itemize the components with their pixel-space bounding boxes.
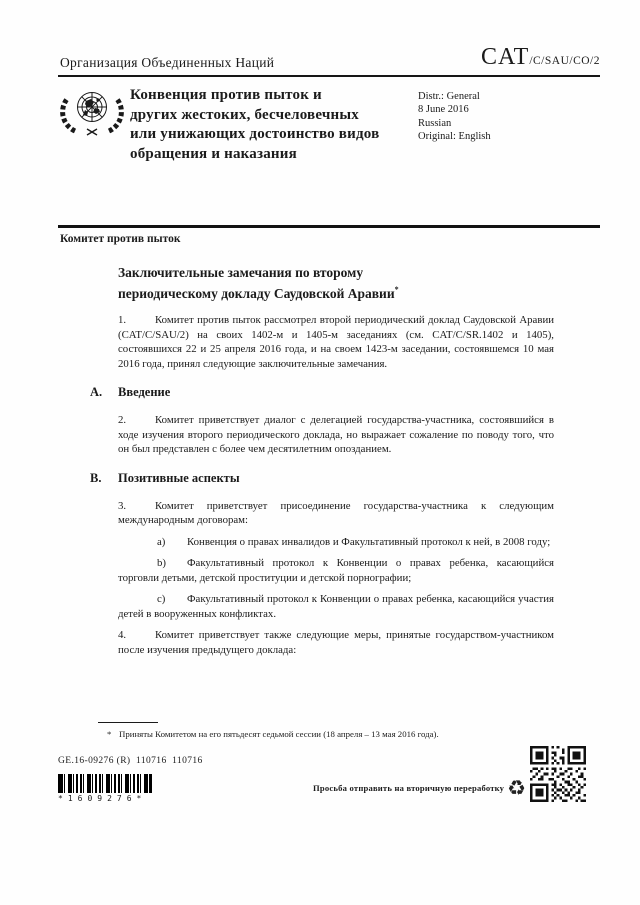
- subparagraph-b: b) Факультативный протокол к Конвенции о правах ребенка, касающийся торговли детьми, детской проституции и детской порнографии;: [118, 557, 554, 584]
- section-letter: B.: [90, 470, 102, 485]
- barcode-icon: [58, 774, 152, 793]
- ge-number: GE.16-09276 (R) 110716 110716: [58, 756, 203, 766]
- document-title-line1: Заключительные замечания по второму: [118, 265, 364, 280]
- paragraph-1: 1. Комитет против пыток рассмотрел второй периодический доклад Саудовской Аравии (CAT/C/SAU/2) на своих 1402-м и 1405-м заседаниях (см. CAT/C/SR.1402 и 1405), состоявшихся 22 и 25 апреля 2016 года, и на своем 1423-м заседании, состоявшемся 10 мая 2016 года, принял следующие заключительные замечания.: [118, 314, 554, 370]
- distr-type: Distr.: General: [418, 91, 480, 102]
- document-title-line2: периодическому докладу Саудовской Аравии*: [118, 285, 399, 301]
- un-emblem-icon: [59, 85, 125, 146]
- subparagraph-letter: a): [157, 535, 166, 548]
- section-title: Позитивные аспекты: [118, 470, 240, 485]
- distr-language: Russian: [418, 117, 452, 129]
- paragraph-number: 1.: [118, 314, 127, 326]
- footnote-marker: *: [107, 729, 112, 739]
- paragraph-number: 2.: [118, 414, 127, 426]
- section-letter: A.: [90, 385, 103, 399]
- barcode-text: *1609276*: [58, 794, 147, 803]
- masthead-rule: [58, 225, 600, 228]
- paragraph-2: 2. Комитет приветствует диалог с делегацией государства-участника, состоявшийся в ходе изучения второго периодического доклада, но выражает сожаление по поводу того, что он был представлен с более чем десятилетним опозданием.: [118, 414, 554, 455]
- recycle-icon: ♻: [507, 775, 526, 800]
- paragraph-number: 3.: [118, 499, 127, 512]
- distr-original: Original: English: [418, 131, 491, 143]
- subparagraph-a: a) Конвенция о правах инвалидов и Факультативный протокол к ней, в 2008 году;: [157, 535, 551, 548]
- section-heading-b: [90, 471, 554, 486]
- org-name: Организация Объединенных Наций: [60, 55, 275, 70]
- header-rule: [58, 75, 600, 77]
- section-title: Введение: [118, 385, 171, 399]
- distribution-block: [418, 90, 491, 144]
- subparagraph-c: c) Факультативный протокол к Конвенции о правах ребенка, касающийся участия детей в вооруженных конфликтах.: [118, 593, 554, 620]
- distr-date: 8 June 2016: [418, 104, 469, 116]
- convention-title-line: обращения и наказания: [130, 145, 297, 162]
- convention-title: [130, 86, 379, 164]
- document-symbol: [481, 44, 600, 71]
- convention-title-line: других жестоких, бесчеловечных: [130, 106, 359, 123]
- committee-name: Комитет против пыток: [60, 233, 181, 245]
- paragraph-4: 4. Комитет приветствует также следующие меры, принятые государством-участником после изучения предыдущего доклада:: [118, 629, 554, 656]
- recycle-notice: [260, 773, 526, 803]
- document-symbol-main: CAT: [480, 44, 530, 70]
- section-heading-a: [90, 385, 554, 400]
- document-title: [118, 264, 399, 302]
- subparagraph-letter: b): [157, 557, 166, 569]
- recycle-text: Просьба отправить на вторичную переработку: [313, 783, 505, 793]
- footnote-rule: [98, 722, 158, 723]
- subparagraph-letter: c): [157, 593, 166, 605]
- paragraph-number: 4.: [118, 629, 127, 641]
- convention-title-line: Конвенция против пыток и: [130, 87, 322, 103]
- footnote: * Приняты Комитетом на его пятьдесят седьмой сессии (18 апреля – 13 мая 2016 года).: [107, 729, 439, 739]
- title-footnote-marker: *: [394, 285, 399, 294]
- body-text: [90, 313, 554, 664]
- paragraph-3: 3. Комитет приветствует присоединение государства-участника к следующим международным договорам:: [118, 499, 554, 526]
- convention-title-line: или унижающих достоинство видов: [130, 126, 380, 142]
- document-symbol-suffix: /C/SAU/CO/2: [529, 55, 600, 67]
- qr-code-icon: [530, 746, 586, 807]
